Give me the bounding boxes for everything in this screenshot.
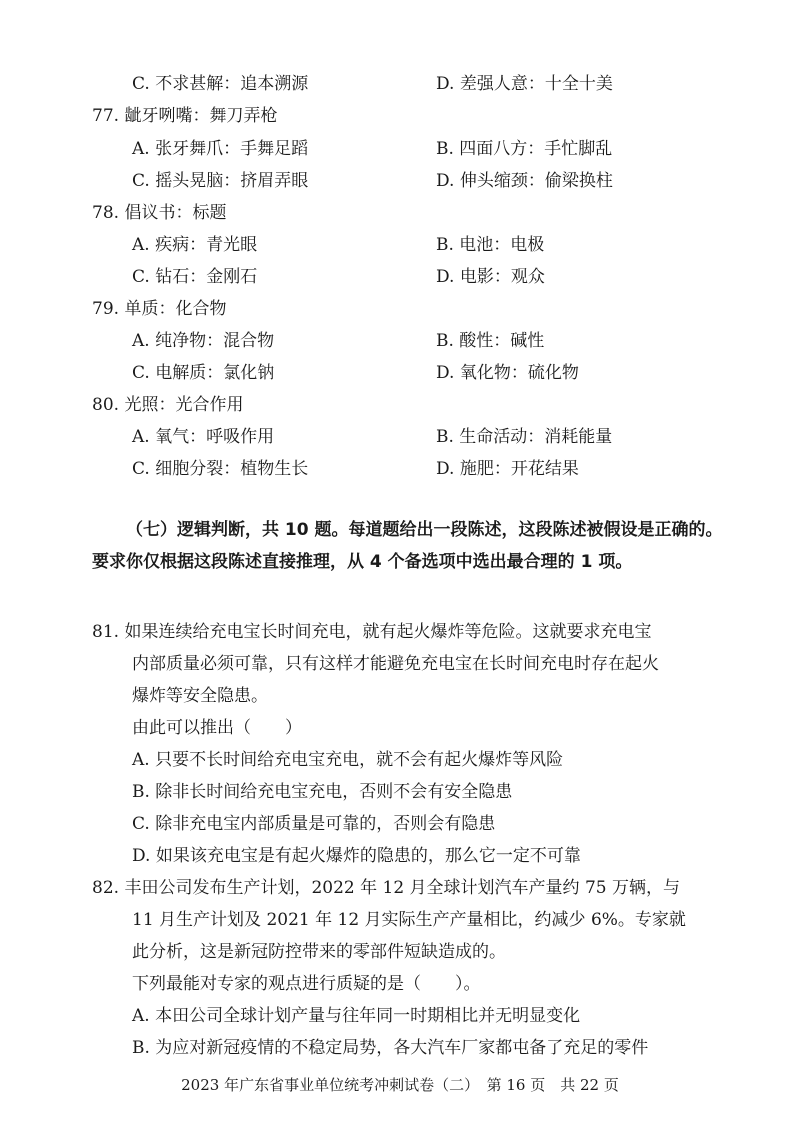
q77-option-a: A. 张牙舞爪：手舞足蹈	[132, 139, 309, 159]
section-heading: （七）逻辑判断，共 10 题。每道题给出一段陈述，这段陈述被假设是正确的。要求你仅根据这段陈述直接推理，从 4 个备选项中选出最合理的 1 项。	[92, 520, 723, 572]
q78-option-d: D. 电影：观众	[436, 267, 545, 287]
q78-stem: 78. 倡议书：标题	[92, 203, 227, 223]
q79-option-d: D. 氧化物：硫化物	[436, 363, 579, 383]
q80-stem: 80. 光照：光合作用	[92, 395, 244, 415]
q82-stem-line-3: 此分析，这是新冠防控带来的零部件短缺造成的。	[132, 942, 506, 962]
q80-option-a: A. 氧气：呼吸作用	[132, 427, 275, 447]
q80-option-d: D. 施肥：开花结果	[436, 459, 579, 479]
q82-stem-line-2: 11 月生产计划及 2021 年 12 月实际生产产量相比，约减少 6%。专家就	[132, 910, 686, 930]
q81-stem-line-2: 内部质量必须可靠，只有这样才能避免充电宝在长时间充电时存在起火	[132, 654, 659, 674]
q78-option-b: B. 电池：电极	[436, 235, 545, 255]
q76-option-c: C. 不求甚解：追本溯源	[132, 74, 309, 94]
q82-stem-line-1: 82. 丰田公司发布生产计划，2022 年 12 月全球计划汽车产量约 75 万辆，与	[92, 878, 680, 898]
q77-option-d: D. 伸头缩颈：偷梁换柱	[436, 171, 613, 191]
q80-option-b: B. 生命活动：消耗能量	[436, 427, 613, 447]
q81-stem-line-1: 81. 如果连续给充电宝长时间充电，就有起火爆炸等危险。这就要求充电宝	[92, 622, 652, 642]
q81-option-c: C. 除非充电宝内部质量是可靠的，否则会有隐患	[132, 814, 496, 834]
q81-stem-line-3: 爆炸等安全隐患。	[132, 686, 268, 706]
q79-stem: 79. 单质：化合物	[92, 299, 227, 319]
q81-prompt: 由此可以推出（ ）	[132, 718, 302, 738]
q82-option-a: A. 本田公司全球计划产量与往年同一时期相比并无明显变化	[132, 1006, 581, 1026]
page-footer: 2023 年广东省事业单位统考冲刺试卷（二） 第 16 页 共 22 页	[181, 1076, 619, 1094]
q82-prompt: 下列最能对专家的观点进行质疑的是（ ）。	[132, 974, 481, 994]
q77-stem: 77. 龇牙咧嘴：舞刀弄枪	[92, 106, 278, 126]
q82-option-b: B. 为应对新冠疫情的不稳定局势，各大汽车厂家都屯备了充足的零件	[132, 1038, 649, 1058]
q81-option-a: A. 只要不长时间给充电宝充电，就不会有起火爆炸等风险	[132, 750, 564, 770]
q78-option-c: C. 钻石：金刚石	[132, 267, 258, 287]
q78-option-a: A. 疾病：青光眼	[132, 235, 258, 255]
q77-option-c: C. 摇头晃脑：挤眉弄眼	[132, 171, 309, 191]
q80-option-c: C. 细胞分裂：植物生长	[132, 459, 309, 479]
q77-option-b: B. 四面八方：手忙脚乱	[436, 139, 613, 159]
q79-option-a: A. 纯净物：混合物	[132, 331, 275, 351]
q81-option-d: D. 如果该充电宝是有起火爆炸的隐患的，那么它一定不可靠	[132, 846, 581, 866]
q79-option-c: C. 电解质：氯化钠	[132, 363, 275, 383]
q81-option-b: B. 除非长时间给充电宝充电，否则不会有安全隐患	[132, 782, 513, 802]
q76-option-d: D. 差强人意：十全十美	[436, 74, 613, 94]
q79-option-b: B. 酸性：碱性	[436, 331, 545, 351]
